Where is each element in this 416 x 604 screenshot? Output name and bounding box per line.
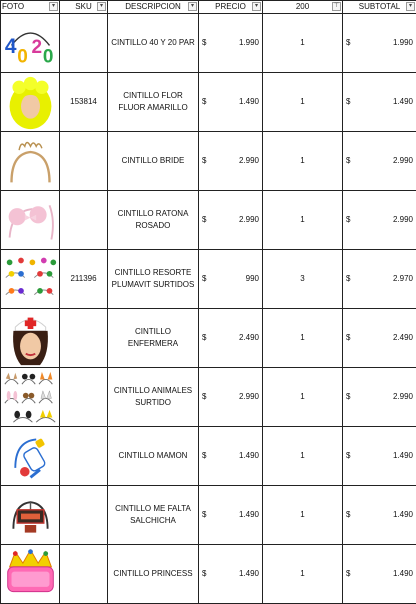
bride-headband-icon <box>2 133 59 190</box>
price-cell <box>199 191 263 250</box>
filter-dropdown-subtotal[interactable]: ▾ <box>406 2 415 11</box>
subtotal-value: 1.490 <box>393 450 413 462</box>
svg-text:4: 4 <box>4 35 16 58</box>
currency-symbol: $ <box>202 37 206 49</box>
currency-symbol: $ <box>346 155 350 167</box>
currency-symbol: $ <box>202 155 206 167</box>
photo-cell <box>1 73 60 132</box>
price-value: 1.490 <box>239 568 259 580</box>
mouse-ears-headband-icon <box>2 192 59 249</box>
quantity-cell: 3 <box>263 250 343 309</box>
sku-cell <box>60 368 108 427</box>
sku-cell <box>60 191 108 250</box>
photo-cell <box>1 309 60 368</box>
subtotal-value: 1.490 <box>393 568 413 580</box>
quantity-cell: 1 <box>263 545 343 604</box>
table-row <box>1 14 416 73</box>
column-header-subtotal <box>343 1 416 14</box>
currency-symbol: $ <box>202 391 206 403</box>
photo-cell <box>1 545 60 604</box>
description-cell: CINTILLO ME FALTA SALCHICHA <box>108 486 199 545</box>
sku-cell: 211396 <box>60 250 108 309</box>
column-header-subtotal-label: SUBTOTAL <box>359 2 401 11</box>
currency-symbol: $ <box>346 214 350 226</box>
subtotal-cell <box>343 14 416 73</box>
sku-cell <box>60 132 108 191</box>
sku-cell <box>60 427 108 486</box>
subtotal-value: 2.990 <box>393 214 413 226</box>
photo-cell <box>1 250 60 309</box>
filter-dropdown-foto[interactable]: ▾ <box>49 2 58 11</box>
column-header-sku-label: SKU <box>75 2 91 11</box>
price-cell <box>199 14 263 73</box>
currency-symbol: $ <box>346 568 350 580</box>
filter-active-cantidad[interactable]: ⊤ <box>332 2 341 11</box>
column-header-foto <box>1 1 60 14</box>
price-value: 2.990 <box>239 214 259 226</box>
description-cell: CINTILLO FLOR FLUOR AMARILLO <box>108 73 199 132</box>
price-value: 1.990 <box>239 37 259 49</box>
svg-text:0: 0 <box>17 46 28 67</box>
svg-text:0: 0 <box>42 46 53 67</box>
column-header-cantidad <box>263 1 343 14</box>
sku-cell <box>60 486 108 545</box>
column-header-sku <box>60 1 108 14</box>
column-header-precio <box>199 1 263 14</box>
subtotal-value: 2.990 <box>393 391 413 403</box>
svg-text:2: 2 <box>31 37 42 58</box>
subtotal-cell <box>343 132 416 191</box>
sku-cell <box>60 545 108 604</box>
subtotal-cell <box>343 191 416 250</box>
table-row <box>1 250 416 309</box>
currency-symbol: $ <box>202 214 206 226</box>
price-cell <box>199 309 263 368</box>
currency-symbol: $ <box>346 96 350 108</box>
table-row <box>1 73 416 132</box>
table-row <box>1 545 416 604</box>
photo-cell <box>1 486 60 545</box>
subtotal-value: 1.490 <box>393 509 413 521</box>
subtotal-cell <box>343 73 416 132</box>
subtotal-cell <box>343 368 416 427</box>
price-cell <box>199 486 263 545</box>
subtotal-cell <box>343 545 416 604</box>
price-value: 2.990 <box>239 155 259 167</box>
nurse-headband-icon <box>2 310 59 367</box>
price-cell <box>199 427 263 486</box>
photo-cell <box>1 14 60 73</box>
price-value: 1.490 <box>239 450 259 462</box>
sku-cell: 153814 <box>60 73 108 132</box>
currency-symbol: $ <box>202 450 206 462</box>
currency-symbol: $ <box>202 273 206 285</box>
quantity-cell: 1 <box>263 191 343 250</box>
currency-symbol: $ <box>202 509 206 521</box>
subtotal-value: 1.490 <box>393 96 413 108</box>
column-header-foto-label: FOTO <box>2 2 24 11</box>
sku-cell <box>60 309 108 368</box>
currency-symbol: $ <box>202 96 206 108</box>
table-row <box>1 191 416 250</box>
princess-crown-icon <box>2 546 59 603</box>
column-header-cantidad-label: 200 <box>296 2 309 11</box>
price-value: 990 <box>246 273 259 285</box>
number-40-20-headband-icon <box>2 15 59 72</box>
price-cell <box>199 73 263 132</box>
subtotal-cell <box>343 309 416 368</box>
description-cell: CINTILLO PRINCESS <box>108 545 199 604</box>
price-value: 1.490 <box>239 96 259 108</box>
quantity-cell: 1 <box>263 309 343 368</box>
price-cell <box>199 368 263 427</box>
column-header-precio-label: PRECIO <box>215 2 246 11</box>
quantity-cell: 1 <box>263 132 343 191</box>
sign-headband-icon <box>2 487 59 544</box>
price-value: 2.990 <box>239 391 259 403</box>
subtotal-value: 1.990 <box>393 37 413 49</box>
column-header-descripcion-label: DESCRIPCION <box>125 2 181 11</box>
table-row <box>1 427 416 486</box>
subtotal-value: 2.990 <box>393 155 413 167</box>
description-cell: CINTILLO RATONA ROSADO <box>108 191 199 250</box>
currency-symbol: $ <box>202 332 206 344</box>
photo-cell <box>1 191 60 250</box>
description-cell: CINTILLO BRIDE <box>108 132 199 191</box>
price-value: 2.490 <box>239 332 259 344</box>
header-row <box>1 1 416 14</box>
subtotal-cell <box>343 250 416 309</box>
description-cell: CINTILLO RESORTE PLUMAVIT SURTIDOS <box>108 250 199 309</box>
filter-dropdown-sku[interactable]: ▾ <box>97 2 106 11</box>
currency-symbol: $ <box>202 568 206 580</box>
description-cell: CINTILLO MAMON <box>108 427 199 486</box>
description-cell: CINTILLO ANIMALES SURTIDO <box>108 368 199 427</box>
photo-cell <box>1 427 60 486</box>
baby-bottle-headband-icon <box>2 428 59 485</box>
filter-dropdown-descripcion[interactable]: ▾ <box>188 2 197 11</box>
currency-symbol: $ <box>346 37 350 49</box>
price-cell <box>199 545 263 604</box>
quantity-cell: 1 <box>263 14 343 73</box>
description-cell: CINTILLO 40 Y 20 PAR <box>108 14 199 73</box>
price-cell <box>199 132 263 191</box>
currency-symbol: $ <box>346 273 350 285</box>
photo-cell <box>1 132 60 191</box>
sku-cell <box>60 14 108 73</box>
table-row <box>1 368 416 427</box>
table-row <box>1 486 416 545</box>
spring-headbands-icon <box>2 251 59 308</box>
currency-symbol: $ <box>346 450 350 462</box>
quantity-cell: 1 <box>263 73 343 132</box>
quantity-cell: 1 <box>263 368 343 427</box>
quantity-cell: 1 <box>263 486 343 545</box>
column-header-descripcion <box>108 1 199 14</box>
table-row <box>1 132 416 191</box>
filter-dropdown-precio[interactable]: ▾ <box>252 2 261 11</box>
price-cell <box>199 250 263 309</box>
price-value: 1.490 <box>239 509 259 521</box>
table-row <box>1 309 416 368</box>
subtotal-value: 2.490 <box>393 332 413 344</box>
subtotal-cell <box>343 486 416 545</box>
photo-cell <box>1 368 60 427</box>
currency-symbol: $ <box>346 332 350 344</box>
subtotal-value: 2.970 <box>393 273 413 285</box>
currency-symbol: $ <box>346 391 350 403</box>
subtotal-cell <box>343 427 416 486</box>
currency-symbol: $ <box>346 509 350 521</box>
animal-ears-headbands-icon <box>2 369 59 426</box>
description-cell: CINTILLO ENFERMERA <box>108 309 199 368</box>
quantity-cell: 1 <box>263 427 343 486</box>
yellow-wig-icon <box>2 74 59 131</box>
